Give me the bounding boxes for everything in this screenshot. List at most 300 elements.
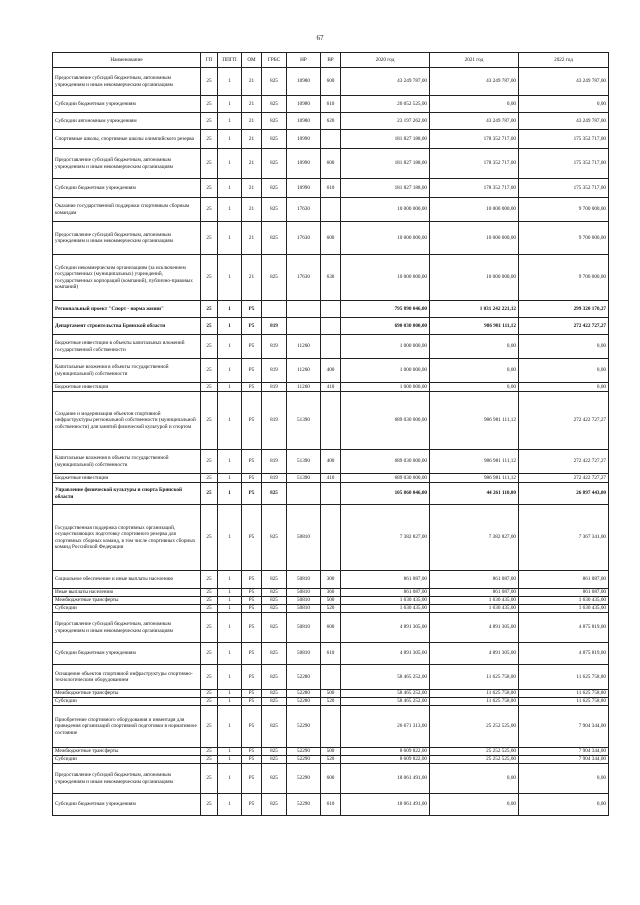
row-grbs-cell: 825 <box>262 255 287 301</box>
row-gp-cell: 25 <box>201 450 218 474</box>
row-nr-cell: 11260 <box>287 383 321 392</box>
row-ppgp-cell: 1 <box>218 198 242 222</box>
table-row <box>53 794 609 816</box>
row-nr-cell: 10980 <box>287 113 321 130</box>
row-ppgp-cell: 1 <box>218 450 242 474</box>
row-gp-cell: 25 <box>201 597 218 605</box>
row-grbs-cell: 825 <box>262 113 287 130</box>
row-2022-cell: 272 422 727,27 <box>519 450 609 474</box>
row-gp-cell: 25 <box>201 113 218 130</box>
row-ppgp-cell: 1 <box>218 483 242 505</box>
row-nr-cell: 52290 <box>287 756 321 764</box>
row-gp-cell: 25 <box>201 149 218 179</box>
row-ppgp-cell: 1 <box>218 613 242 643</box>
table-row <box>53 149 609 179</box>
row-grbs-cell: 825 <box>262 748 287 756</box>
row-2020-cell: 10 000 000,00 <box>341 222 430 255</box>
row-2022-cell: 7 367 341,00 <box>519 505 609 571</box>
row-2021-cell: 0,00 <box>430 359 519 383</box>
row-nr-cell: 50810 <box>287 597 321 605</box>
row-nr-cell: 52280 <box>287 665 321 690</box>
row-2020-cell: 58 465 252,00 <box>341 665 430 690</box>
row-gp-cell: 25 <box>201 335 218 359</box>
row-nr-cell <box>287 483 321 505</box>
table-body <box>53 68 609 816</box>
row-vr-cell: 610 <box>321 643 341 665</box>
row-grbs-cell: 825 <box>262 756 287 764</box>
row-om-cell: P5 <box>242 643 262 665</box>
row-nr-cell: 52290 <box>287 748 321 756</box>
row-vr-cell: 400 <box>321 450 341 474</box>
row-2022-cell: 861 087,00 <box>519 571 609 589</box>
table-row <box>53 450 609 474</box>
table-row <box>53 255 609 301</box>
row-name-cell: Межбюджетные трансферты <box>53 597 201 605</box>
row-grbs-cell: 825 <box>262 222 287 255</box>
row-2021-cell: 986 981 111,12 <box>430 318 519 335</box>
row-name-cell: Предоставление субсидий бюджетным, автономным учреждениям и иным некоммерческим организациям <box>53 764 201 794</box>
row-gp-cell: 25 <box>201 505 218 571</box>
row-ppgp-cell: 1 <box>218 113 242 130</box>
row-nr-cell <box>287 301 321 318</box>
row-vr-cell <box>321 318 341 335</box>
row-grbs-cell: 825 <box>262 690 287 698</box>
row-ppgp-cell: 1 <box>218 359 242 383</box>
column-header-ppgp: ППГП <box>218 53 242 68</box>
row-gp-cell: 25 <box>201 605 218 613</box>
row-2021-cell: 4 891 305,00 <box>430 643 519 665</box>
row-ppgp-cell: 1 <box>218 474 242 483</box>
row-2022-cell: 11 625 758,00 <box>519 698 609 706</box>
row-2020-cell: 689 030 000,00 <box>341 450 430 474</box>
row-vr-cell <box>321 665 341 690</box>
row-grbs-cell: 819 <box>262 392 287 450</box>
row-nr-cell: 51390 <box>287 474 321 483</box>
row-name-cell: Приобретение спортивного оборудования и инвентаря для приведения организаций спортивной подготовки в нормативное состояние <box>53 706 201 748</box>
row-ppgp-cell: 1 <box>218 756 242 764</box>
row-name-cell: Создание и модернизация объектов спортивной инфраструктуры региональной собственности (муниципальной собственности) для занятий физической культурой и спортом <box>53 392 201 450</box>
row-2021-cell: 44 261 110,00 <box>430 483 519 505</box>
row-grbs-cell: 819 <box>262 383 287 392</box>
row-ppgp-cell: 1 <box>218 392 242 450</box>
row-om-cell: 21 <box>242 222 262 255</box>
row-2022-cell: 9 700 000,00 <box>519 222 609 255</box>
row-nr-cell: 50810 <box>287 505 321 571</box>
row-nr-cell: 17630 <box>287 222 321 255</box>
row-gp-cell: 25 <box>201 589 218 597</box>
row-vr-cell: 600 <box>321 222 341 255</box>
row-2020-cell: 58 465 252,00 <box>341 690 430 698</box>
row-gp-cell: 25 <box>201 130 218 149</box>
row-grbs-cell: 825 <box>262 130 287 149</box>
row-2021-cell: 25 252 525,00 <box>430 756 519 764</box>
row-2021-cell: 986 981 111,12 <box>430 392 519 450</box>
row-2020-cell: 105 860 046,00 <box>341 483 430 505</box>
row-gp-cell: 25 <box>201 613 218 643</box>
row-2021-cell: 1 630 435,00 <box>430 605 519 613</box>
table-row <box>53 198 609 222</box>
row-om-cell: P5 <box>242 474 262 483</box>
row-grbs-cell: 825 <box>262 179 287 198</box>
row-grbs-cell: 819 <box>262 318 287 335</box>
row-2021-cell: 178 352 717,00 <box>430 179 519 198</box>
row-2020-cell: 43 249 787,00 <box>341 68 430 96</box>
row-2022-cell: 0,00 <box>519 764 609 794</box>
row-2022-cell: 0,00 <box>519 96 609 113</box>
row-ppgp-cell: 1 <box>218 690 242 698</box>
row-om-cell: 21 <box>242 68 262 96</box>
row-grbs-cell: 825 <box>262 96 287 113</box>
row-2020-cell: 1 000 000,00 <box>341 383 430 392</box>
row-name-cell: Межбюджетные трансферты <box>53 690 201 698</box>
row-grbs-cell: 819 <box>262 335 287 359</box>
row-2021-cell: 986 981 111,12 <box>430 474 519 483</box>
page-number: 67 <box>316 34 324 42</box>
row-om-cell: P5 <box>242 383 262 392</box>
row-name-cell: Бюджетные инвестиции <box>53 383 201 392</box>
row-2022-cell: 11 625 758,00 <box>519 690 609 698</box>
row-gp-cell: 25 <box>201 383 218 392</box>
row-om-cell: P5 <box>242 748 262 756</box>
row-2021-cell: 861 087,00 <box>430 571 519 589</box>
row-gp-cell: 25 <box>201 794 218 816</box>
row-om-cell: 21 <box>242 198 262 222</box>
row-nr-cell: 52280 <box>287 690 321 698</box>
row-ppgp-cell: 1 <box>218 665 242 690</box>
row-2022-cell: 9 700 000,00 <box>519 198 609 222</box>
row-2020-cell: 8 609 822,00 <box>341 748 430 756</box>
row-vr-cell: 360 <box>321 589 341 597</box>
row-2020-cell: 20 052 525,00 <box>341 96 430 113</box>
row-vr-cell: 600 <box>321 764 341 794</box>
row-2020-cell: 689 030 000,00 <box>341 392 430 450</box>
row-nr-cell: 17630 <box>287 255 321 301</box>
row-2021-cell: 11 625 758,00 <box>430 698 519 706</box>
row-grbs-cell: 825 <box>262 643 287 665</box>
column-header-name: Наименование <box>53 53 201 68</box>
row-2020-cell: 690 030 000,00 <box>341 318 430 335</box>
row-gp-cell: 25 <box>201 222 218 255</box>
row-om-cell: P5 <box>242 597 262 605</box>
table-row <box>53 706 609 748</box>
row-2022-cell: 43 249 787,00 <box>519 113 609 130</box>
row-grbs-cell: 825 <box>262 198 287 222</box>
row-nr-cell: 10990 <box>287 179 321 198</box>
row-nr-cell: 10990 <box>287 130 321 149</box>
row-2020-cell: 10 000 000,00 <box>341 255 430 301</box>
row-om-cell: 21 <box>242 179 262 198</box>
row-ppgp-cell: 1 <box>218 255 242 301</box>
row-vr-cell: 500 <box>321 748 341 756</box>
row-2020-cell: 58 465 252,00 <box>341 698 430 706</box>
row-2020-cell: 795 890 046,00 <box>341 301 430 318</box>
row-name-cell: Государственная поддержка спортивных организаций, осуществляющих подготовку спортивного резерва для спортивных сборных команд, в том числе спортивных сборных команд Российской Федерации <box>53 505 201 571</box>
row-om-cell: P5 <box>242 794 262 816</box>
row-vr-cell: 500 <box>321 597 341 605</box>
row-om-cell: 21 <box>242 130 262 149</box>
row-grbs-cell: 825 <box>262 605 287 613</box>
row-2021-cell: 11 625 758,00 <box>430 665 519 690</box>
row-name-cell: Субсидии бюджетным учреждениям <box>53 794 201 816</box>
row-2021-cell: 0,00 <box>430 794 519 816</box>
row-ppgp-cell: 1 <box>218 597 242 605</box>
table-row <box>53 748 609 756</box>
row-vr-cell <box>321 706 341 748</box>
row-grbs-cell: 825 <box>262 571 287 589</box>
table-row <box>53 68 609 96</box>
row-gp-cell: 25 <box>201 764 218 794</box>
row-vr-cell: 300 <box>321 571 341 589</box>
row-2020-cell: 26 671 313,00 <box>341 706 430 748</box>
row-gp-cell: 25 <box>201 179 218 198</box>
row-ppgp-cell: 1 <box>218 301 242 318</box>
row-name-cell: Предоставление субсидий бюджетным, автономным учреждениям и иным некоммерческим организациям <box>53 222 201 255</box>
row-2021-cell: 11 625 758,00 <box>430 690 519 698</box>
row-2021-cell: 7 382 827,00 <box>430 505 519 571</box>
row-nr-cell: 11260 <box>287 335 321 359</box>
row-2022-cell: 861 087,00 <box>519 589 609 597</box>
row-nr-cell: 52290 <box>287 764 321 794</box>
row-2021-cell: 25 252 525,00 <box>430 706 519 748</box>
row-grbs-cell: 819 <box>262 359 287 383</box>
table-row <box>53 222 609 255</box>
row-2020-cell: 1 000 000,00 <box>341 335 430 359</box>
budget-table <box>52 52 609 816</box>
row-2022-cell: 175 352 717,00 <box>519 130 609 149</box>
row-2020-cell: 4 891 305,00 <box>341 643 430 665</box>
row-2021-cell: 861 087,00 <box>430 589 519 597</box>
row-2021-cell: 0,00 <box>430 383 519 392</box>
row-vr-cell: 400 <box>321 359 341 383</box>
row-vr-cell: 600 <box>321 68 341 96</box>
row-name-cell: Субсидии автономным учреждениям <box>53 113 201 130</box>
table-row <box>53 643 609 665</box>
row-vr-cell: 520 <box>321 605 341 613</box>
row-name-cell: Оснащение объектов спортивной инфраструктуры спортивно-технологическим оборудованием <box>53 665 201 690</box>
row-2020-cell: 1 000 000,00 <box>341 359 430 383</box>
row-ppgp-cell: 1 <box>218 96 242 113</box>
row-ppgp-cell: 1 <box>218 764 242 794</box>
row-om-cell: P5 <box>242 335 262 359</box>
row-2022-cell: 4 875 819,00 <box>519 643 609 665</box>
row-2020-cell: 181 827 188,00 <box>341 130 430 149</box>
row-2022-cell: 0,00 <box>519 359 609 383</box>
table-row <box>53 589 609 597</box>
row-nr-cell: 10980 <box>287 96 321 113</box>
row-ppgp-cell: 1 <box>218 589 242 597</box>
row-om-cell: P5 <box>242 764 262 794</box>
row-2021-cell: 10 000 000,00 <box>430 222 519 255</box>
row-2020-cell: 1 630 435,00 <box>341 597 430 605</box>
row-2020-cell: 861 087,00 <box>341 589 430 597</box>
row-grbs-cell: 819 <box>262 450 287 474</box>
row-ppgp-cell: 1 <box>218 68 242 96</box>
row-name-cell: Капитальные вложения в объекты государственной (муниципальной) собственности <box>53 359 201 383</box>
row-gp-cell: 25 <box>201 756 218 764</box>
row-2020-cell: 861 087,00 <box>341 571 430 589</box>
table-row <box>53 605 609 613</box>
column-header-2022: 2022 год <box>519 53 609 68</box>
row-grbs-cell: 825 <box>262 483 287 505</box>
row-gp-cell: 25 <box>201 665 218 690</box>
row-vr-cell: 610 <box>321 794 341 816</box>
row-2022-cell: 7 904 344,00 <box>519 748 609 756</box>
row-om-cell: P5 <box>242 359 262 383</box>
row-grbs-cell: 825 <box>262 613 287 643</box>
row-2021-cell: 0,00 <box>430 335 519 359</box>
row-gp-cell: 25 <box>201 96 218 113</box>
column-header-om: ОМ <box>242 53 262 68</box>
table-row <box>53 318 609 335</box>
row-2021-cell: 0,00 <box>430 764 519 794</box>
row-nr-cell: 50810 <box>287 613 321 643</box>
table-row <box>53 474 609 483</box>
row-name-cell: Бюджетные инвестиции в объекты капитальных вложений государственной собственности <box>53 335 201 359</box>
row-vr-cell <box>321 198 341 222</box>
row-2022-cell: 0,00 <box>519 794 609 816</box>
row-vr-cell <box>321 130 341 149</box>
row-nr-cell: 51390 <box>287 450 321 474</box>
table-row <box>53 179 609 198</box>
row-gp-cell: 25 <box>201 698 218 706</box>
row-ppgp-cell: 1 <box>218 130 242 149</box>
row-om-cell: P5 <box>242 392 262 450</box>
row-vr-cell: 630 <box>321 255 341 301</box>
row-2022-cell: 7 904 344,00 <box>519 756 609 764</box>
row-2022-cell: 0,00 <box>519 335 609 359</box>
row-om-cell: P5 <box>242 571 262 589</box>
row-vr-cell: 500 <box>321 690 341 698</box>
row-vr-cell: 610 <box>321 96 341 113</box>
row-2020-cell: 4 891 305,00 <box>341 613 430 643</box>
row-2021-cell: 43 249 787,00 <box>430 68 519 96</box>
row-2022-cell: 11 625 758,00 <box>519 665 609 690</box>
row-grbs-cell: 825 <box>262 597 287 605</box>
row-name-cell: Спортивные школы, спортивные школы олимпийского резерва <box>53 130 201 149</box>
row-2020-cell: 7 382 827,00 <box>341 505 430 571</box>
row-2022-cell: 272 422 727,27 <box>519 392 609 450</box>
table-row <box>53 698 609 706</box>
row-om-cell: P5 <box>242 613 262 643</box>
row-nr-cell: 17630 <box>287 198 321 222</box>
column-header-nr: НР <box>287 53 321 68</box>
row-name-cell: Субсидии бюджетным учреждениям <box>53 96 201 113</box>
table-row <box>53 597 609 605</box>
table-row <box>53 483 609 505</box>
row-om-cell: P5 <box>242 690 262 698</box>
row-vr-cell: 410 <box>321 383 341 392</box>
row-name-cell: Предоставление субсидий бюджетным, автономным учреждениям и иным некоммерческим организациям <box>53 613 201 643</box>
table-row <box>53 505 609 571</box>
row-om-cell: 21 <box>242 113 262 130</box>
row-name-cell: Субсидии бюджетным учреждениям <box>53 643 201 665</box>
row-om-cell: P5 <box>242 318 262 335</box>
row-gp-cell: 25 <box>201 706 218 748</box>
row-2020-cell: 181 827 188,00 <box>341 149 430 179</box>
table-row <box>53 96 609 113</box>
row-om-cell: P5 <box>242 605 262 613</box>
row-ppgp-cell: 1 <box>218 149 242 179</box>
table-row <box>53 665 609 690</box>
table-row <box>53 392 609 450</box>
row-grbs-cell: 825 <box>262 68 287 96</box>
row-gp-cell: 25 <box>201 748 218 756</box>
row-name-cell: Межбюджетные трансферты <box>53 748 201 756</box>
row-gp-cell: 25 <box>201 483 218 505</box>
row-2020-cell: 18 061 491,00 <box>341 794 430 816</box>
row-gp-cell: 25 <box>201 359 218 383</box>
row-nr-cell: 52290 <box>287 706 321 748</box>
row-ppgp-cell: 1 <box>218 335 242 359</box>
row-grbs-cell: 825 <box>262 149 287 179</box>
row-ppgp-cell: 1 <box>218 179 242 198</box>
row-gp-cell: 25 <box>201 68 218 96</box>
row-name-cell: Региональный проект "Спорт - норма жизни" <box>53 301 201 318</box>
row-2021-cell: 10 000 000,00 <box>430 255 519 301</box>
table-row <box>53 383 609 392</box>
row-name-cell: Субсидии <box>53 698 201 706</box>
row-2022-cell: 9 700 000,00 <box>519 255 609 301</box>
row-grbs-cell: 825 <box>262 505 287 571</box>
table-row <box>53 113 609 130</box>
row-nr-cell: 50810 <box>287 605 321 613</box>
row-ppgp-cell: 1 <box>218 383 242 392</box>
row-gp-cell: 25 <box>201 643 218 665</box>
row-2022-cell: 175 352 717,00 <box>519 179 609 198</box>
row-grbs-cell: 825 <box>262 698 287 706</box>
row-2022-cell: 0,00 <box>519 383 609 392</box>
row-2022-cell: 4 875 819,00 <box>519 613 609 643</box>
row-grbs-cell: 825 <box>262 665 287 690</box>
row-grbs-cell: 825 <box>262 589 287 597</box>
row-nr-cell: 10990 <box>287 149 321 179</box>
row-2020-cell: 181 827 188,00 <box>341 179 430 198</box>
row-2022-cell: 7 904 344,00 <box>519 706 609 748</box>
row-gp-cell: 25 <box>201 255 218 301</box>
row-gp-cell: 25 <box>201 474 218 483</box>
row-ppgp-cell: 1 <box>218 318 242 335</box>
column-header-gp: ГП <box>201 53 218 68</box>
table-row <box>53 359 609 383</box>
column-header-grbs: ГРБС <box>262 53 287 68</box>
table-row <box>53 690 609 698</box>
row-2021-cell: 10 000 000,00 <box>430 198 519 222</box>
row-ppgp-cell: 1 <box>218 643 242 665</box>
row-ppgp-cell: 1 <box>218 706 242 748</box>
row-nr-cell: 51390 <box>287 392 321 450</box>
row-gp-cell: 25 <box>201 392 218 450</box>
row-vr-cell: 410 <box>321 474 341 483</box>
row-om-cell: P5 <box>242 665 262 690</box>
row-2022-cell: 1 630 435,00 <box>519 605 609 613</box>
row-vr-cell <box>321 301 341 318</box>
row-vr-cell <box>321 483 341 505</box>
row-grbs-cell: 819 <box>262 474 287 483</box>
table-row <box>53 764 609 794</box>
row-name-cell: Предоставление субсидий бюджетным, автономным учреждениям и иным некоммерческим организациям <box>53 149 201 179</box>
row-grbs-cell: 825 <box>262 794 287 816</box>
row-name-cell: Субсидии <box>53 756 201 764</box>
row-om-cell: P5 <box>242 483 262 505</box>
row-name-cell: Иные выплаты населению <box>53 589 201 597</box>
row-grbs-cell: 825 <box>262 764 287 794</box>
table-row <box>53 613 609 643</box>
column-header-vr: ВР <box>321 53 341 68</box>
row-gp-cell: 25 <box>201 301 218 318</box>
table-row <box>53 756 609 764</box>
column-header-2020: 2020 год <box>341 53 430 68</box>
table-row <box>53 571 609 589</box>
